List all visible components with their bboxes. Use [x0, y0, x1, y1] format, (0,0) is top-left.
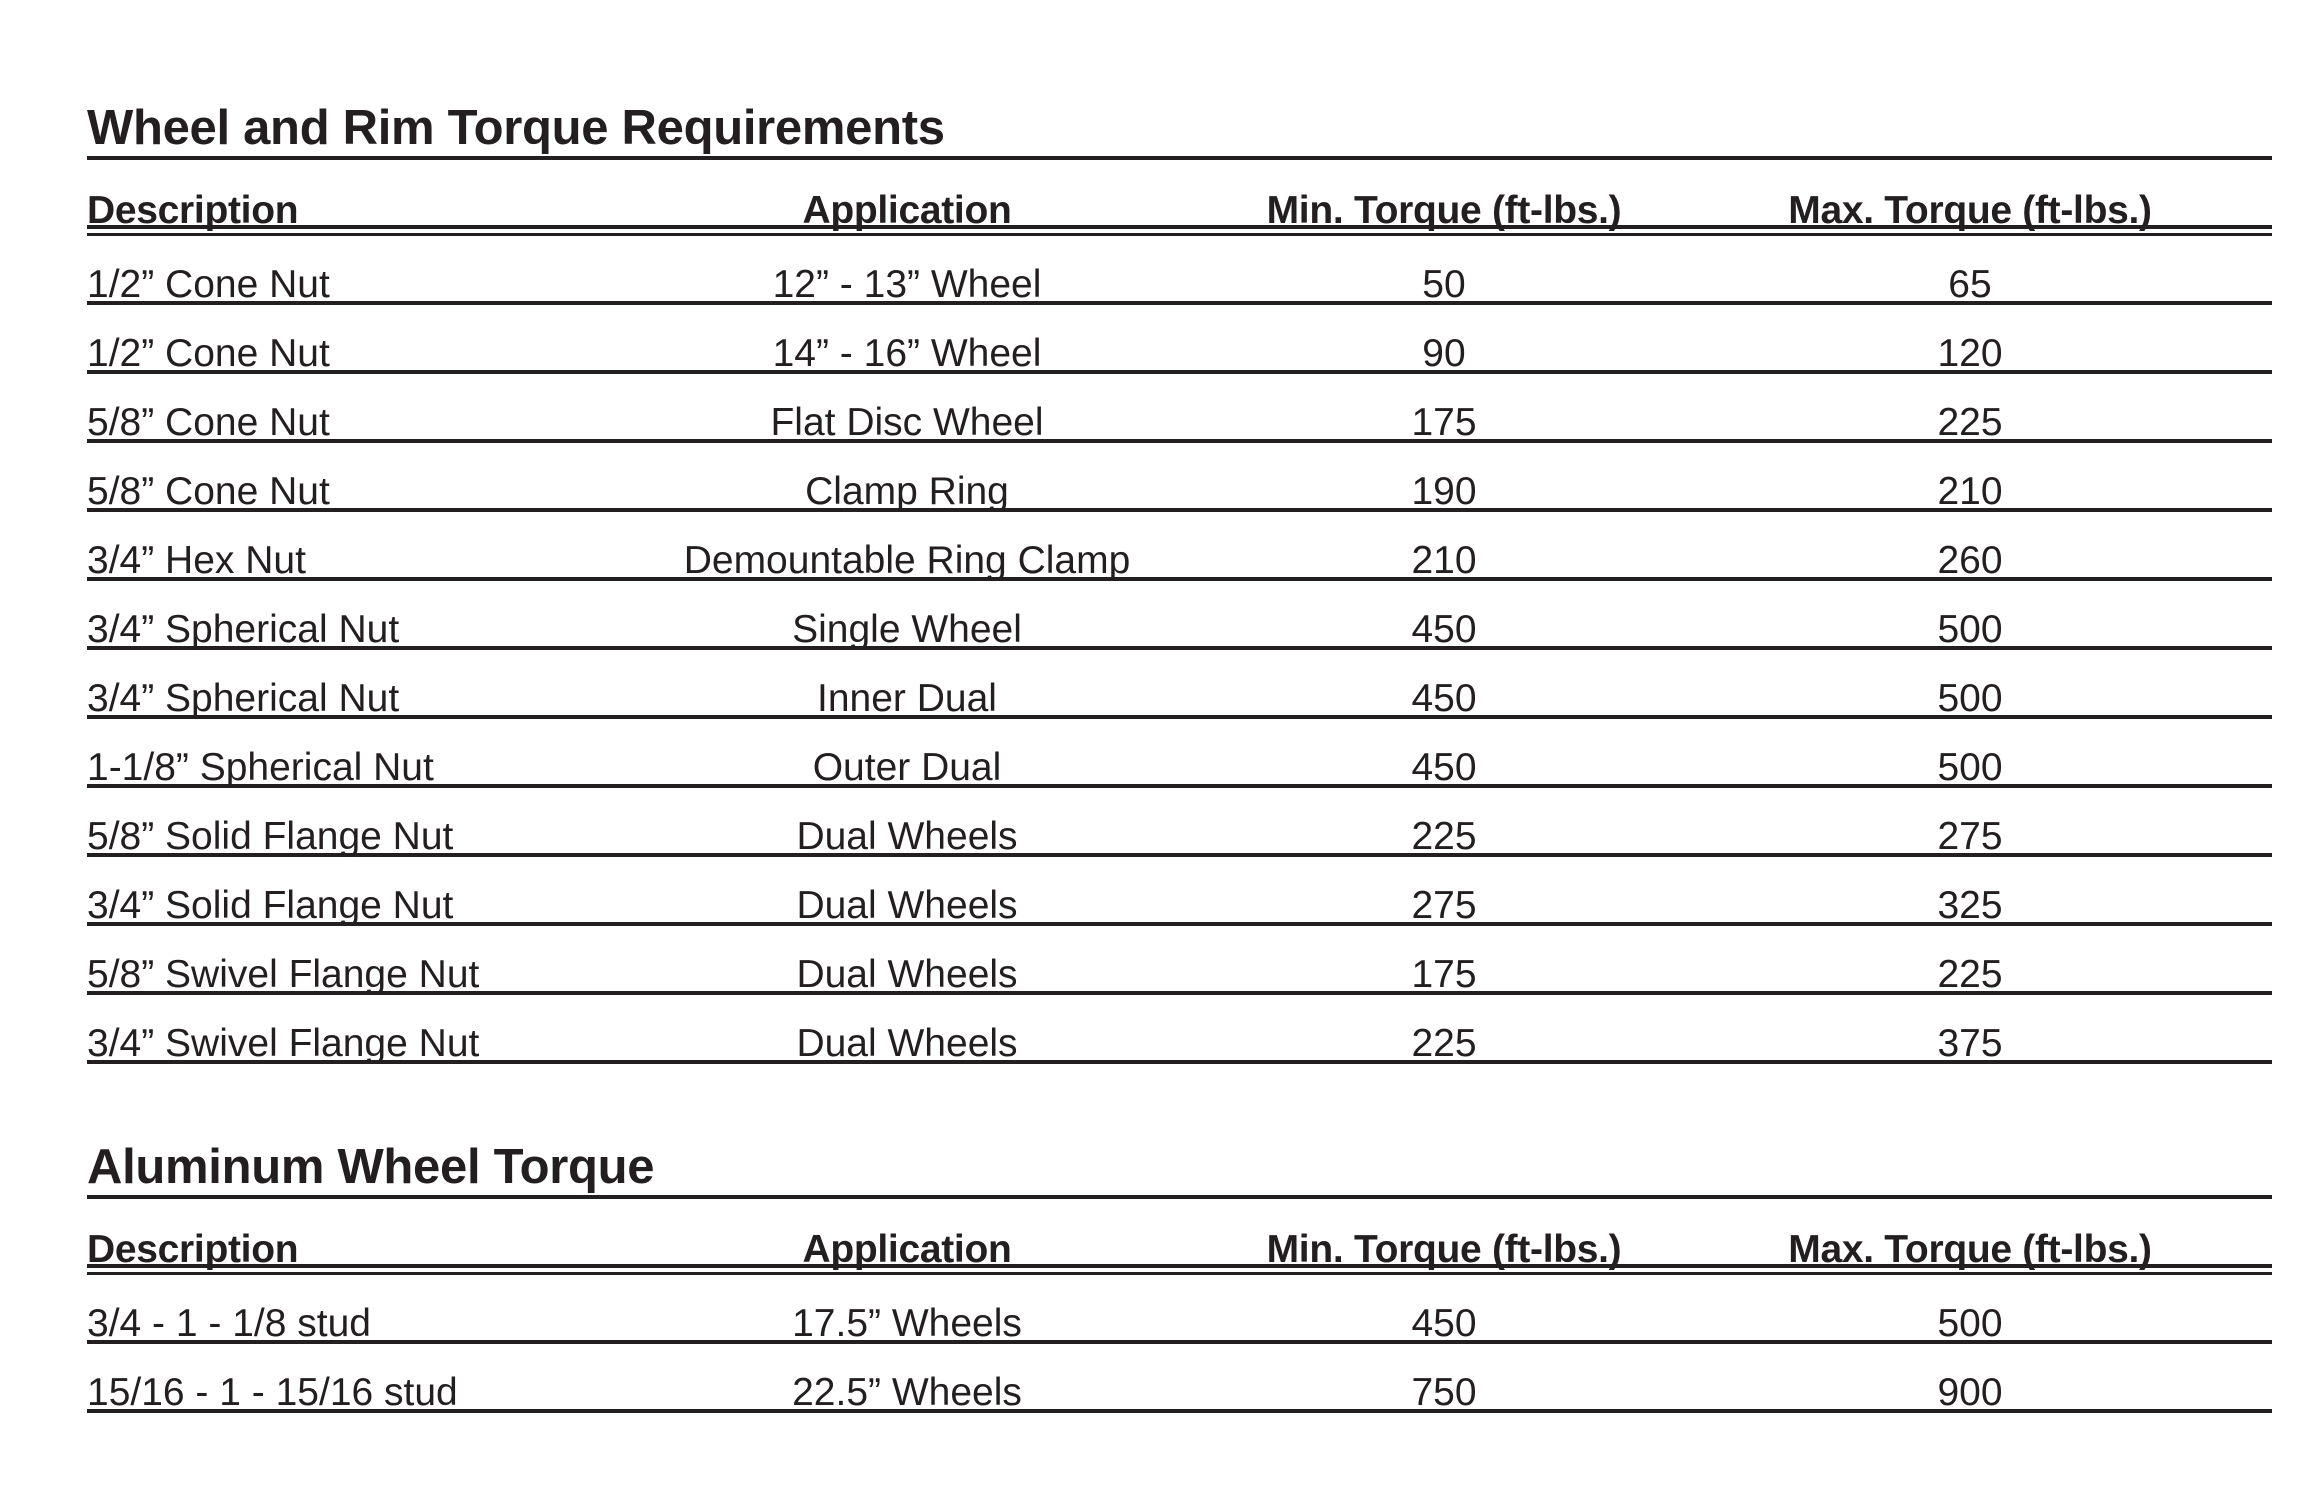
table-row	[87, 926, 2272, 995]
column-header-application: Application	[802, 189, 1012, 232]
cell-max-torque: 500	[1937, 746, 2003, 789]
cell-application: Dual Wheels	[796, 884, 1018, 927]
cell-min-torque: 450	[1411, 608, 1477, 651]
cell-description: 1/2” Cone Nut	[87, 332, 330, 375]
cell-application: Dual Wheels	[796, 815, 1018, 858]
cell-min-torque: 225	[1411, 815, 1477, 858]
cell-application: Dual Wheels	[796, 953, 1018, 996]
cell-application: Dual Wheels	[796, 1022, 1018, 1065]
aluminum-wheel-torque-section	[87, 1139, 2272, 1413]
cell-min-torque: 750	[1411, 1371, 1477, 1414]
header-double-rule	[87, 1264, 2272, 1275]
column-header-min-torque: Min. Torque (ft-lbs.)	[1266, 1228, 1622, 1271]
column-header-description: Description	[87, 1228, 299, 1271]
table-row	[87, 788, 2272, 857]
cell-min-torque: 190	[1411, 470, 1477, 513]
cell-description: 3/4” Solid Flange Nut	[87, 884, 454, 927]
column-header-min-torque: Min. Torque (ft-lbs.)	[1266, 189, 1622, 232]
cell-max-torque: 325	[1937, 884, 2003, 927]
cell-description: 3/4” Swivel Flange Nut	[87, 1022, 480, 1065]
cell-description: 5/8” Swivel Flange Nut	[87, 953, 480, 996]
column-header-max-torque: Max. Torque (ft-lbs.)	[1788, 189, 2152, 232]
header-double-rule	[87, 225, 2272, 236]
cell-min-torque: 450	[1411, 1302, 1477, 1345]
cell-application: Flat Disc Wheel	[770, 401, 1044, 444]
table-row	[87, 305, 2272, 374]
table-row	[87, 719, 2272, 788]
table-body	[87, 236, 2272, 1064]
cell-description: 5/8” Cone Nut	[87, 470, 330, 513]
cell-min-torque: 225	[1411, 1022, 1477, 1065]
column-header-application: Application	[802, 1228, 1012, 1271]
table-body	[87, 1275, 2272, 1413]
cell-max-torque: 210	[1937, 470, 2003, 513]
wheel-rim-torque-section	[87, 100, 2272, 1064]
table-row	[87, 581, 2272, 650]
cell-description: 1-1/8” Spherical Nut	[87, 746, 434, 789]
cell-application: 12” - 13” Wheel	[772, 263, 1042, 306]
cell-max-torque: 225	[1937, 953, 2003, 996]
section-title: Wheel and Rim Torque Requirements	[87, 101, 945, 155]
column-header-description: Description	[87, 189, 299, 232]
table-row	[87, 1344, 2272, 1413]
cell-application: Clamp Ring	[805, 470, 1009, 513]
column-header-max-torque: Max. Torque (ft-lbs.)	[1788, 1228, 2152, 1271]
cell-max-torque: 275	[1937, 815, 2003, 858]
cell-application: Demountable Ring Clamp	[683, 539, 1131, 582]
cell-max-torque: 65	[1948, 263, 1992, 306]
cell-max-torque: 500	[1937, 608, 2003, 651]
cell-min-torque: 90	[1422, 332, 1466, 375]
table-header-row	[87, 1199, 2272, 1275]
section-title: Aluminum Wheel Torque	[87, 1140, 655, 1194]
table-row	[87, 236, 2272, 305]
cell-description: 3/4” Spherical Nut	[87, 677, 400, 720]
cell-description: 15/16 - 1 - 15/16 stud	[87, 1371, 458, 1414]
cell-min-torque: 50	[1422, 263, 1466, 306]
cell-application: Single Wheel	[792, 608, 1022, 651]
cell-description: 5/8” Cone Nut	[87, 401, 330, 444]
cell-min-torque: 450	[1411, 746, 1477, 789]
cell-min-torque: 275	[1411, 884, 1477, 927]
cell-application: 14” - 16” Wheel	[772, 332, 1042, 375]
cell-min-torque: 175	[1411, 401, 1477, 444]
cell-min-torque: 210	[1411, 539, 1477, 582]
table-row	[87, 1275, 2272, 1344]
cell-description: 3/4” Hex Nut	[87, 539, 306, 582]
cell-max-torque: 260	[1937, 539, 2003, 582]
cell-description: 1/2” Cone Nut	[87, 263, 330, 306]
table-row	[87, 857, 2272, 926]
cell-application: 17.5” Wheels	[792, 1302, 1022, 1345]
cell-description: 3/4 - 1 - 1/8 stud	[87, 1302, 371, 1345]
cell-description: 5/8” Solid Flange Nut	[87, 815, 454, 858]
cell-description: 3/4” Spherical Nut	[87, 608, 400, 651]
cell-max-torque: 900	[1937, 1371, 2003, 1414]
table-header-row	[87, 160, 2272, 236]
cell-min-torque: 450	[1411, 677, 1477, 720]
cell-max-torque: 500	[1937, 1302, 2003, 1345]
table-row	[87, 374, 2272, 443]
cell-application: Inner Dual	[817, 677, 997, 720]
cell-application: Outer Dual	[812, 746, 1002, 789]
cell-min-torque: 175	[1411, 953, 1477, 996]
table-row	[87, 995, 2272, 1064]
cell-max-torque: 500	[1937, 677, 2003, 720]
table-row	[87, 512, 2272, 581]
cell-max-torque: 375	[1937, 1022, 2003, 1065]
table-row	[87, 650, 2272, 719]
cell-max-torque: 120	[1937, 332, 2003, 375]
cell-max-torque: 225	[1937, 401, 2003, 444]
table-row	[87, 443, 2272, 512]
cell-application: 22.5” Wheels	[792, 1371, 1022, 1414]
